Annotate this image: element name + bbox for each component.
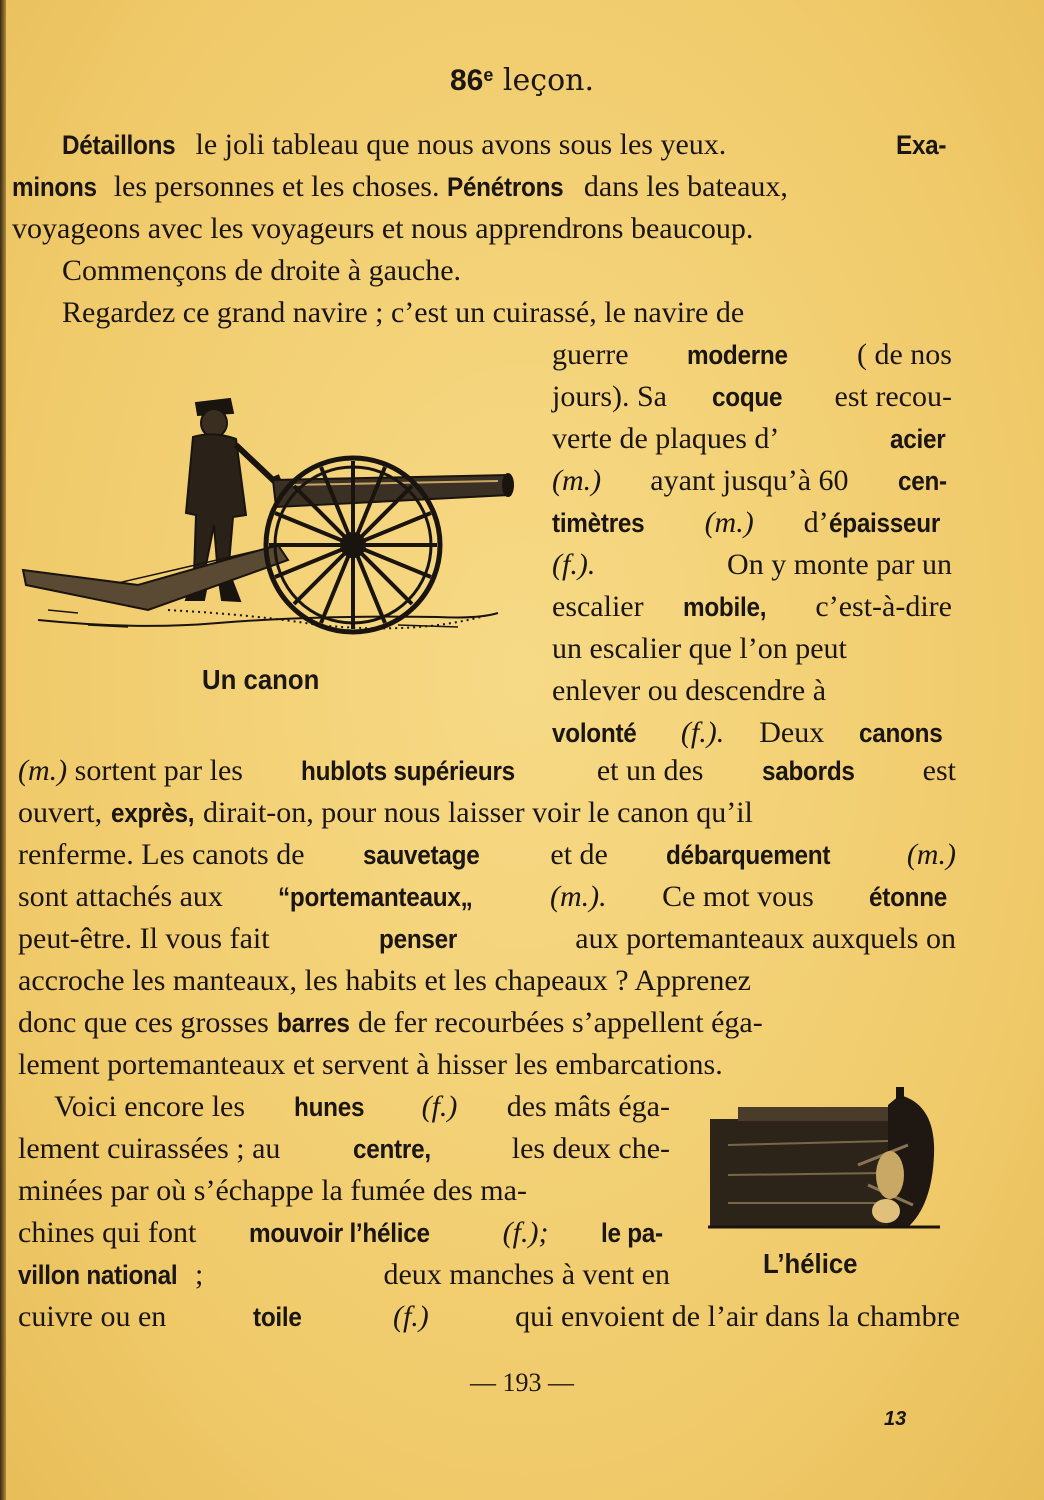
text-line: cuivre ou en toile (f.) qui envoient de l’air dans la chambre [18,1296,960,1338]
text-line: jours). Sa coque est recou- [552,376,952,418]
text-line: (f.). On y monte par un [552,548,952,581]
text-line: minées par où s’échappe la fumée des ma- [18,1174,527,1207]
text-line: donc que ces grosses barres de fer recourbées s’appellent éga- [18,1002,956,1044]
keyword: coque [711,382,782,412]
text-line: ouvert, exprès, dirait-on, pour nous laisser voir le canon qu’il [18,792,956,834]
text-line: sont attachés aux “portemanteaux„ (m.). Ce mot vous étonne [18,876,956,918]
text-line: lement cuirassées ; au centre, les deux che- [18,1128,670,1170]
text-line: verte de plaques d’ acier [552,418,952,460]
text-line: Commençons de droite à gauche. [62,254,462,287]
keyword: mouvoir l’hélice [249,1218,430,1248]
text-line: accroche les manteaux, les habits et les chapeaux ? Apprenez [18,964,751,997]
keyword: hublots supérieurs [301,756,515,786]
helice-caption: L’hélice [763,1248,858,1279]
paragraph-intro [62,124,952,166]
canon-caption: Un canon [202,664,320,695]
propeller-illustration [708,1085,940,1231]
lesson-number: 86 [449,64,484,97]
paragraph-intro-cont [12,166,952,250]
keyword: Pénétrons [446,172,564,202]
paragraph-masts [54,1086,670,1128]
keyword: timètres [552,508,645,538]
column-text [552,334,952,754]
keyword: exprès, [110,798,194,828]
text-line: renferme. Les canots de sauvetage et de débarquement (m.) [18,834,956,876]
keyword: canons [859,718,943,748]
text-line: volonté (f.). Deux canons [552,712,952,754]
canon-illustration [18,385,528,645]
page-number: — 193 — [470,1368,574,1397]
text-line: peut-être. Il vous fait penser aux portemanteaux auxquels on [18,918,956,960]
paragraph-start-right [62,250,952,334]
keyword: sauvetage [362,840,480,870]
text-line: Regardez ce grand navire ; c’est un cuirassé, le navire de [62,296,745,329]
keyword: le pa- [601,1218,664,1248]
text-line: enlever ou descendre à [552,674,827,707]
text-line: escalier mobile, c’est-à-dire [552,586,952,628]
keyword: mobile, [683,592,767,622]
keyword: Exa- [896,130,947,160]
keyword: barres [277,1008,350,1038]
text-line: un escalier que l’on peut [552,632,847,665]
keyword: “portemanteaux„ [278,882,473,912]
text-line: voyageons avec les voyageurs et nous apprendrons beaucoup. [12,212,754,245]
keyword: penser [379,924,458,954]
paragraph-masts-cont [18,1128,670,1296]
keyword: villon national [18,1260,178,1290]
text-line: villon national ; deux manches à vent en [18,1254,670,1296]
text-line: lement portemanteaux et servent à hisser les embarcations. [18,1048,723,1081]
lesson-word: leçon. [502,63,594,98]
lesson-title [0,58,1044,98]
text-line: (m.) sortent par les hublots supérieurs et un des sabords est [18,750,956,792]
keyword: épaisseur [828,508,940,538]
keyword: hunes [294,1092,365,1122]
keyword: toile [252,1302,302,1332]
text-line: (m.) ayant jusqu’à 60 cen- [552,460,952,502]
paragraph-cannons [18,750,956,1086]
keyword: Détaillons [62,130,176,160]
text-line: timètres (m.) d’épaisseur [552,502,952,544]
text-line: Voici encore les hunes (f.) des mâts éga- [54,1086,670,1128]
text-line: Détaillons le joli tableau que nous avons sous les yeux. Exa- [62,124,952,166]
keyword: centre, [352,1134,431,1164]
keyword: cen- [897,466,947,496]
keyword: moderne [686,340,788,370]
text-line: minons les personnes et les choses. Pénétrons dans les bateaux, [12,166,952,208]
lesson-number-suffix: e [483,65,494,85]
text-line: chines qui font mouvoir l’hélice (f.); le pa- [18,1212,670,1254]
keyword: débarquement [666,840,831,870]
keyword: volonté [552,718,637,748]
text-line: guerre moderne ( de nos [552,334,952,376]
keyword: minons [12,172,97,202]
keyword: sabords [761,756,855,786]
paragraph-masts-last [18,1296,960,1338]
keyword: acier [890,424,946,454]
page-binding-edge [0,0,6,1500]
signature-mark: 13 [884,1408,907,1430]
keyword: étonne [869,882,948,912]
